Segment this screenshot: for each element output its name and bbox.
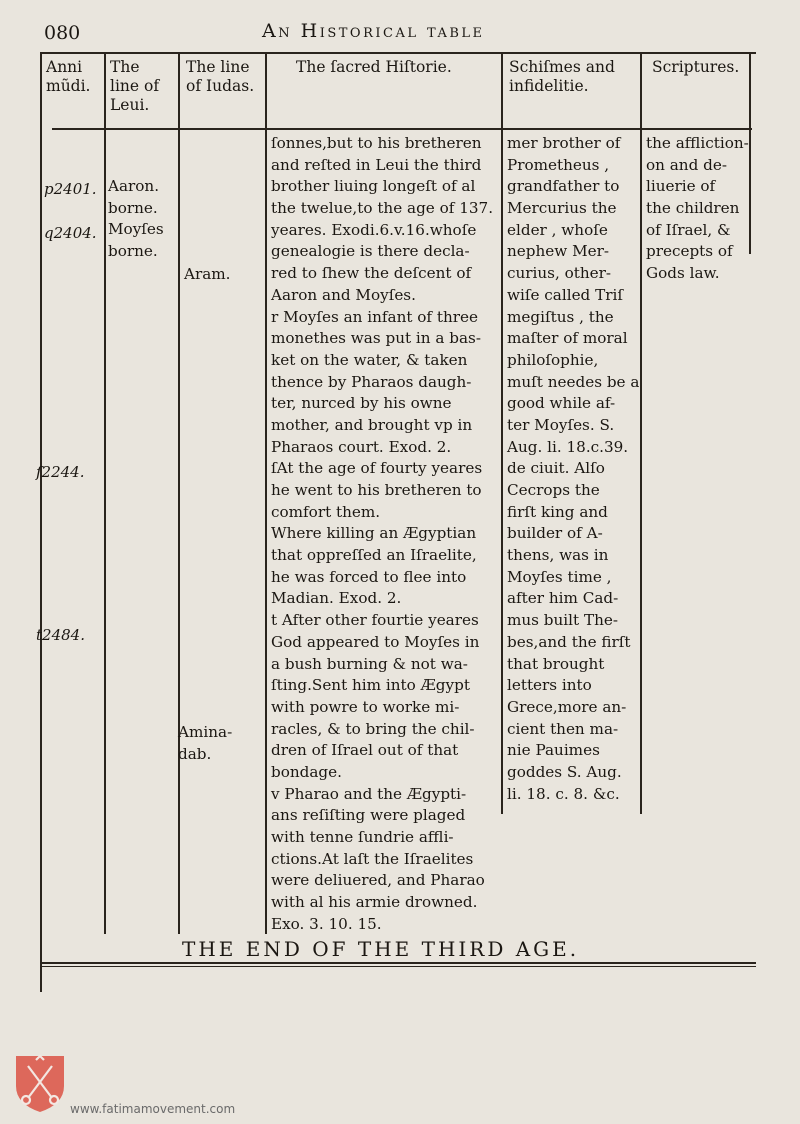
historie-line: and reſted in Leui the third — [271, 155, 482, 174]
scriptures-line: Gods law. — [646, 264, 720, 283]
end-of-age-heading: THE END OF THE THIRD AGE. — [182, 937, 580, 961]
historie-line: he was forced to flee into — [271, 567, 467, 586]
schismes-line: bes,and the firſt — [507, 632, 631, 651]
historie-line: ctions.At laſt the Iſraelites — [271, 849, 474, 868]
historie-line: ſting.Sent him into Ægypt — [271, 676, 470, 695]
schismes-line: good while af- — [507, 394, 616, 413]
schismes-line: wiſe called Triſ — [507, 285, 623, 304]
schismes-line: muſt needes be a — [507, 372, 640, 391]
schismes-line: li. 18. c. 8. &c. — [507, 784, 620, 803]
iudas-aram: Aram. — [184, 265, 231, 283]
schismes-line: grandfather to — [507, 177, 620, 196]
header-rule — [52, 128, 752, 130]
historie-line: ans reſiſting were plaged — [271, 806, 466, 825]
historie-line: red to ſhew the deſcent of — [271, 264, 472, 283]
historie-line: dren of Iſrael out of that — [271, 741, 459, 760]
bottom-rule — [40, 962, 756, 964]
historie-line: t After other fourtie yeares — [271, 611, 479, 630]
header-sacred-historie: The ſacred Hiſtorie. — [296, 58, 452, 76]
historie-line: Madian. Exod. 2. — [271, 589, 402, 608]
column-divider-iudas — [178, 54, 180, 934]
historie-line: yeares. Exodi.6.v.16.whoſe — [271, 220, 477, 239]
historie-line: ter, nurced by his owne — [271, 394, 452, 413]
scriptures-column — [646, 133, 749, 285]
schismes-line: letters into — [507, 676, 592, 695]
historie-line: Where killing an Ægyptian — [271, 524, 477, 543]
date-marker: t2484. — [36, 626, 85, 644]
historie-line: ſAt the age of fourty yeares — [271, 459, 483, 478]
historie-line: were deliuered, and Pharao — [271, 871, 485, 890]
footer-url[interactable]: www.fatimamovement.com — [70, 1102, 236, 1116]
historie-line: racles, & to bring the chil- — [271, 719, 475, 738]
historie-line: ſonnes,but to his bretheren — [271, 134, 482, 152]
header-line-of-leui: The line of Leui. — [110, 58, 160, 114]
scriptures-line: precepts of — [646, 242, 733, 261]
historie-line: Aaron and Moyſes. — [271, 285, 416, 304]
schismes-line: thens, was in — [507, 546, 609, 565]
schismes-line: Moyſes time , — [507, 567, 612, 586]
schismes-line: mus built The- — [507, 611, 618, 630]
historie-line: with al his armie drowned. — [271, 893, 478, 912]
schismes-line: megiſtus , the — [507, 307, 614, 326]
schismes-line: goddes S. Aug. — [507, 762, 622, 781]
schismes-line: Mercurius the — [507, 199, 617, 218]
schismes-line: Aug. li. 18.c.39. — [507, 437, 629, 456]
header-scriptures: Scriptures. — [652, 58, 740, 76]
schismes-line: Prometheus , — [507, 155, 610, 174]
historie-line: bondage. — [271, 762, 342, 781]
keys-shield-logo-icon — [12, 1052, 68, 1114]
schismes-line: curius, other- — [507, 264, 612, 283]
historie-line: mother, and brought vp in — [271, 415, 473, 434]
schismes-line: de ciuit. Alſo — [507, 459, 605, 478]
historie-line: v Pharao and the Ægypti- — [271, 784, 467, 803]
scriptures-line: the affliction- — [646, 134, 749, 152]
date-marker: q2404. — [44, 224, 97, 242]
running-head: An Historical table — [262, 20, 485, 42]
historie-line: a bush burning & not wa- — [271, 654, 468, 673]
historie-line: r Moyſes an infant of three — [271, 307, 478, 326]
historie-line: genealogie is there decla- — [271, 242, 470, 261]
scriptures-line: liuerie of — [646, 177, 716, 196]
leui-entries: Aaron. borne. Moyſes borne. — [108, 177, 164, 261]
historie-line: Exo. 3. 10. 15. — [271, 914, 382, 933]
schismes-line: nephew Mer- — [507, 242, 610, 261]
schismes-line: after him Cad- — [507, 589, 619, 608]
historie-line: comfort them. — [271, 502, 381, 521]
column-divider-historie — [265, 54, 267, 934]
schismes-line: philoſophie, — [507, 350, 599, 369]
outer-left-border — [40, 54, 42, 992]
top-rule — [40, 52, 756, 54]
schismes-line: cient then ma- — [507, 719, 619, 738]
schismes-line: builder of A- — [507, 524, 603, 543]
page-number: 080 — [44, 22, 81, 44]
historie-line: brother liuing longeſt of al — [271, 177, 476, 196]
historie-line: that oppreſſed an Iſraelite, — [271, 546, 477, 565]
schismes-line: mer brother of — [507, 134, 621, 152]
schismes-line: maſter of moral — [507, 329, 628, 348]
historie-line: God appeared to Moyſes in — [271, 632, 480, 651]
scriptures-line: of Iſrael, & — [646, 220, 731, 239]
schismes-column — [507, 133, 639, 805]
column-divider-schismes — [501, 54, 503, 814]
historie-line: the twelue,to the age of 137. — [271, 199, 494, 218]
schismes-line: Cecrops the — [507, 481, 600, 499]
bottom-rule-thin — [40, 966, 756, 967]
historie-line: monethes was put in a bas- — [271, 329, 481, 348]
column-divider-scriptures — [640, 54, 642, 814]
date-marker: p2401. — [44, 180, 97, 198]
date-marker: ſ2244. — [36, 463, 85, 481]
historie-column — [271, 133, 493, 935]
schismes-line: that brought — [507, 654, 605, 673]
historie-line: thence by Pharaos daugh- — [271, 372, 472, 391]
historie-line: he went to his bretheren to — [271, 481, 482, 499]
historie-line: Pharaos court. Exod. 2. — [271, 437, 452, 456]
historie-line: with tenne ſundrie affli- — [271, 828, 454, 846]
iudas-aminadab: Amina- dab. — [178, 723, 233, 763]
schismes-line: nie Pauimes — [507, 741, 600, 760]
historie-line: with powre to worke mi- — [271, 697, 460, 716]
historie-line: ket on the water, & taken — [271, 350, 468, 369]
schismes-line: Grece,more an- — [507, 697, 627, 716]
header-line-of-iudas: The line of Iudas. — [186, 58, 255, 95]
schismes-line: elder , whoſe — [507, 220, 608, 239]
schismes-line: ter Moyſes. S. — [507, 415, 615, 434]
scriptures-line: the children — [646, 199, 740, 218]
scriptures-line: on and de- — [646, 155, 727, 174]
header-schismes: Schiſmes and infidelitie. — [509, 58, 615, 95]
header-anni-mundi: Anni mũdi. — [46, 58, 91, 95]
schismes-line: firſt king and — [507, 502, 608, 521]
outer-right-border — [749, 54, 751, 254]
column-divider-leui — [104, 54, 106, 934]
